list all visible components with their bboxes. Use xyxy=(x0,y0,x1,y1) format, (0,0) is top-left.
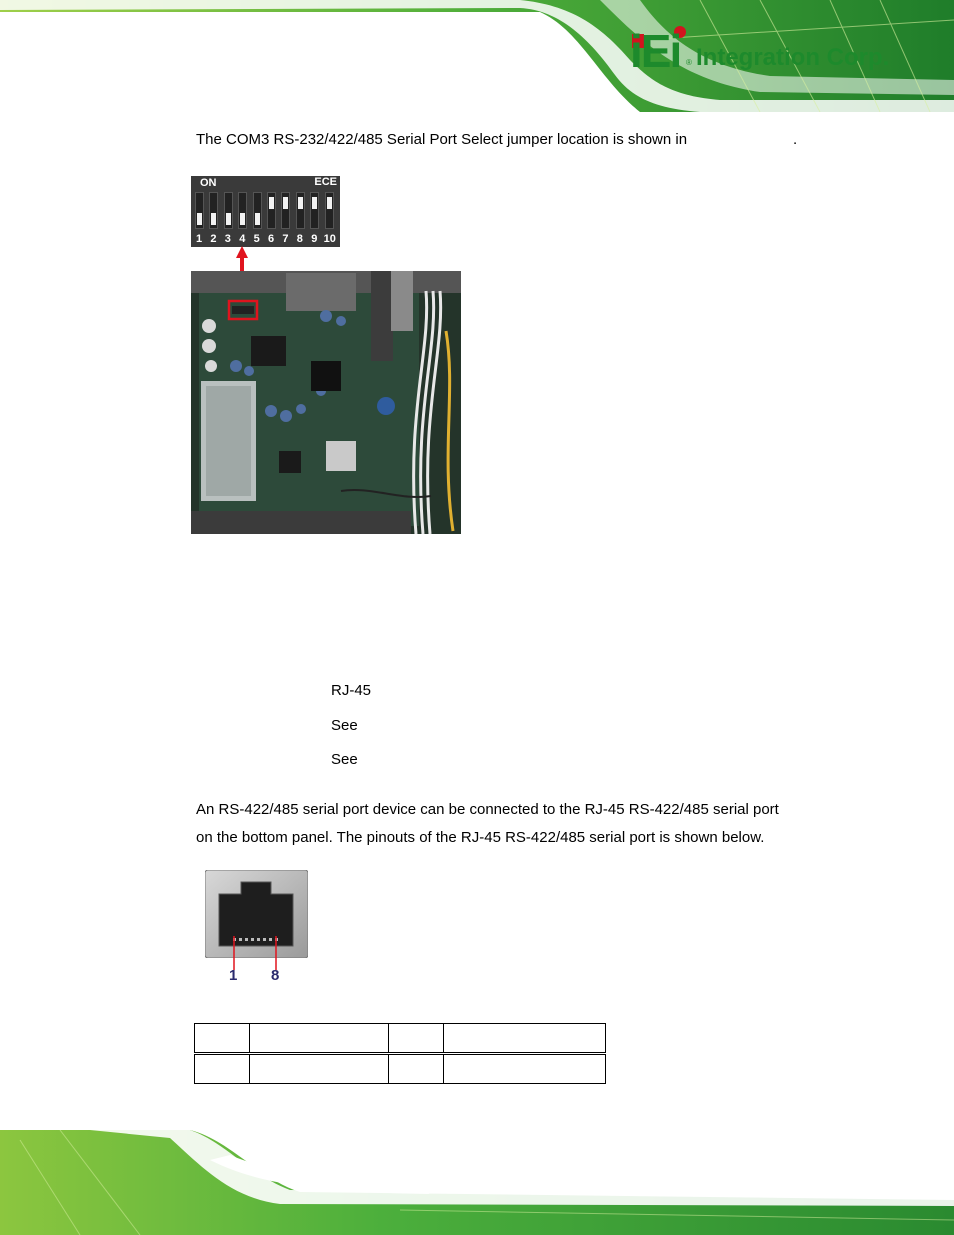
intro-text: The COM3 RS-232/422/485 Serial Port Select jumper location is shown in xyxy=(196,131,688,148)
dip-switch-8 xyxy=(296,192,305,229)
dip-switch-knob xyxy=(269,197,274,209)
dip-switch-knob xyxy=(312,197,317,209)
dip-switch-5 xyxy=(253,192,262,229)
intro-period: . xyxy=(793,131,798,148)
dip-switch-knob xyxy=(226,213,231,225)
pin-label-last: 8 xyxy=(271,967,280,984)
dip-switch-number: 1 xyxy=(196,233,203,245)
dip-switch-knob xyxy=(327,197,332,209)
dip-switch-knob xyxy=(255,213,260,225)
logo-registered: ® xyxy=(686,58,692,67)
dip-switch-knob xyxy=(240,213,245,225)
table-cell xyxy=(444,1054,606,1084)
table-cell xyxy=(389,1024,444,1054)
dip-switch-knob xyxy=(283,197,288,209)
dip-switch-number: 10 xyxy=(323,233,336,245)
logo-text: Integration Corp. xyxy=(696,44,890,71)
pinout-table xyxy=(194,1023,606,1084)
dip-switch-7 xyxy=(281,192,290,229)
dip-switch-image xyxy=(191,176,340,247)
spec-item-see-2: See xyxy=(331,751,358,768)
spec-item-see-1: See xyxy=(331,717,358,734)
paragraph-line-2: on the bottom panel. The pinouts of the RJ-45 RS-422/485 serial port is shown below. xyxy=(196,829,765,846)
logo-iei: iEi xyxy=(630,25,681,77)
table-cell xyxy=(250,1054,389,1084)
table-cell xyxy=(195,1024,250,1054)
table-header-row xyxy=(195,1024,606,1054)
dip-switch-number: 8 xyxy=(296,233,303,245)
table-cell xyxy=(195,1054,250,1084)
dip-switch-knob xyxy=(211,213,216,225)
table-cell xyxy=(444,1024,606,1054)
dip-switch-knob xyxy=(197,213,202,225)
motherboard-photo xyxy=(191,271,461,534)
table-row xyxy=(195,1054,606,1084)
spec-item-connector: RJ-45 xyxy=(331,682,372,699)
dip-switch-4 xyxy=(238,192,247,229)
dip-switch-number: 3 xyxy=(224,233,231,245)
dip-switch-number: 4 xyxy=(239,233,246,245)
company-logo xyxy=(630,24,930,76)
dip-switch-10 xyxy=(325,192,334,229)
footer-banner xyxy=(0,1130,954,1235)
dip-switch-6 xyxy=(267,192,276,229)
dip-switch-3 xyxy=(224,192,233,229)
table-cell xyxy=(389,1054,444,1084)
dip-brand-label: ECE xyxy=(314,176,337,188)
paragraph-line-1: An RS-422/485 serial port device can be connected to the RJ-45 RS-422/485 serial port xyxy=(196,801,779,818)
dip-switch-number: 5 xyxy=(253,233,260,245)
dip-switch-number: 9 xyxy=(311,233,318,245)
dip-switch-9 xyxy=(310,192,319,229)
pin-label-first: 1 xyxy=(229,967,238,984)
dip-switch-knob xyxy=(298,197,303,209)
table-cell xyxy=(250,1024,389,1054)
dip-switch-number: 6 xyxy=(268,233,275,245)
dip-switch-number: 7 xyxy=(282,233,289,245)
dip-on-label: ON xyxy=(200,177,217,189)
dip-switch-number: 2 xyxy=(210,233,217,245)
dip-switch-2 xyxy=(209,192,218,229)
dip-switch-1 xyxy=(195,192,204,229)
